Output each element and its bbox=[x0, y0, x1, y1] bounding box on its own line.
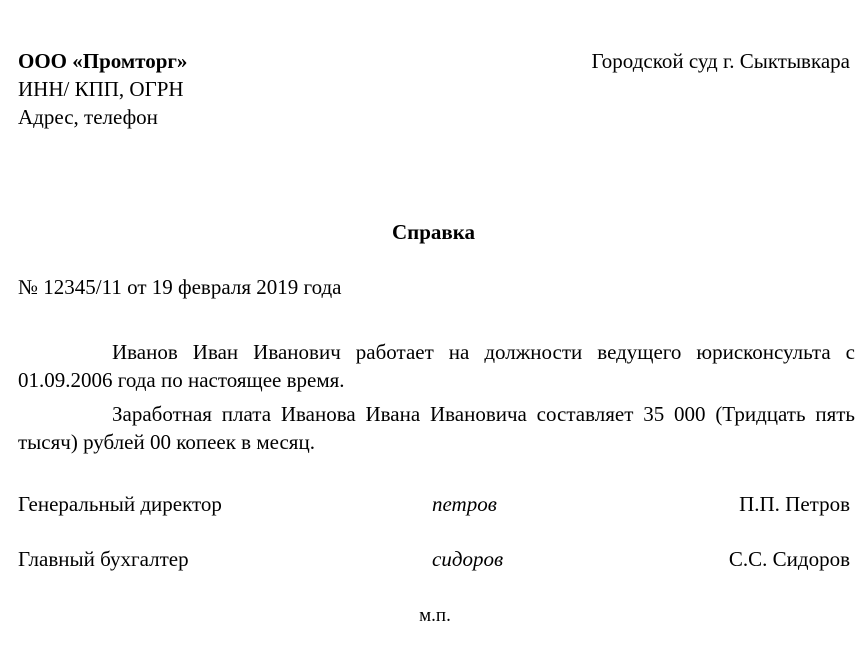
signature-row-director bbox=[18, 490, 850, 518]
sender-address: Адрес, телефон bbox=[18, 105, 158, 129]
sender-company: ООО «Промторг» bbox=[18, 49, 188, 73]
signature-position: Главный бухгалтер bbox=[18, 547, 189, 571]
signature-row-accountant bbox=[18, 545, 850, 573]
document-number: № 12345/11 от 19 февраля 2019 года bbox=[18, 275, 342, 299]
addressee: Городской суд г. Сыктывкара bbox=[591, 49, 850, 73]
sender-tax-ids: ИНН/ КПП, ОГРН bbox=[18, 77, 184, 101]
signature-name: С.С. Сидоров bbox=[728, 547, 850, 571]
handwritten-signature: сидоров bbox=[432, 547, 504, 571]
handwritten-signature: петров bbox=[432, 492, 497, 516]
signature-name: П.П. Петров bbox=[739, 492, 850, 516]
body-paragraph-employment: Иванов Иван Иванович работает на должности ведущего юрисконсульта с 01.09.2006 года по настоящее время. bbox=[18, 340, 855, 392]
document-title: Справка bbox=[391, 220, 476, 244]
signature-position: Генеральный директор bbox=[18, 492, 222, 516]
body-paragraph-salary: Заработная плата Иванова Ивана Ивановича составляет 35 000 (Тридцать пять тысяч) рублей 00 копеек в месяц. bbox=[18, 402, 855, 454]
stamp-placeholder: м.п. bbox=[419, 605, 451, 626]
